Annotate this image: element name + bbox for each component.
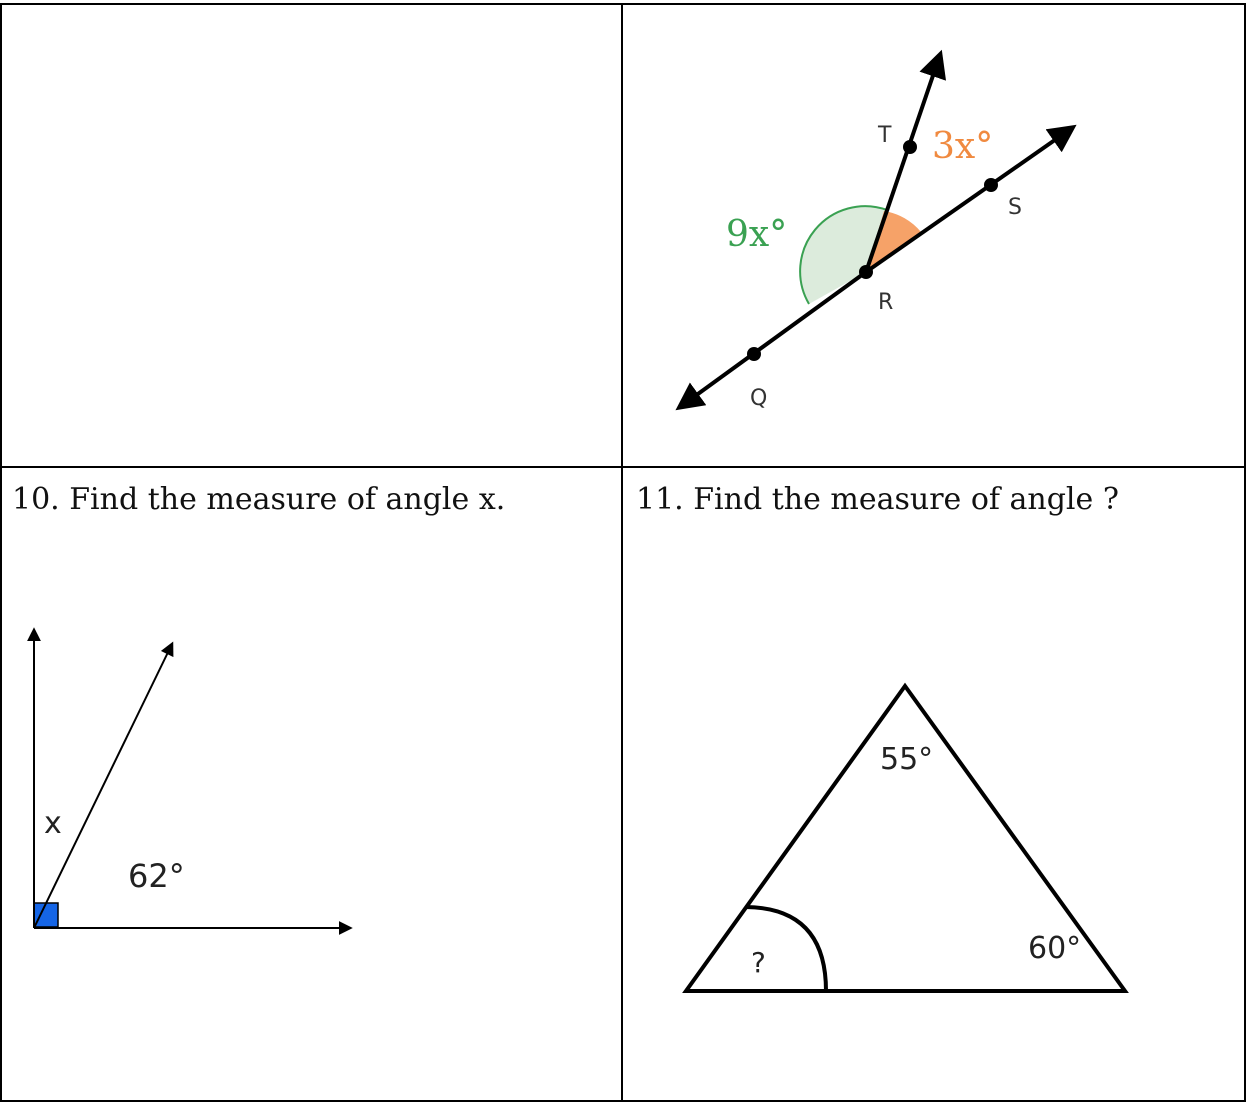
point-s — [984, 178, 998, 192]
label-55-degrees: 55° — [880, 742, 934, 777]
diagram-linear-pair — [0, 0, 1246, 467]
line-qs — [680, 272, 866, 407]
diagram-triangle — [622, 468, 1246, 1102]
label-q: Q — [750, 386, 768, 411]
point-t — [903, 140, 917, 154]
diagram-complementary-angles — [0, 468, 620, 1102]
label-angle-9x: 9x° — [726, 214, 788, 255]
label-unknown-angle: ? — [751, 946, 766, 979]
label-60-degrees: 60° — [1028, 931, 1082, 966]
right-angle-marker — [34, 903, 58, 927]
label-t: T — [878, 123, 892, 148]
point-q — [747, 347, 761, 361]
label-x: x — [44, 806, 62, 841]
label-s: S — [1008, 195, 1022, 220]
point-r — [859, 265, 873, 279]
label-62-degrees: 62° — [128, 857, 185, 895]
question-10: 10. Find the measure of angle x. — [12, 482, 506, 517]
question-11: 11. Find the measure of angle ? — [636, 482, 1119, 517]
label-angle-3x: 3x° — [932, 126, 994, 167]
label-r: R — [878, 290, 894, 315]
